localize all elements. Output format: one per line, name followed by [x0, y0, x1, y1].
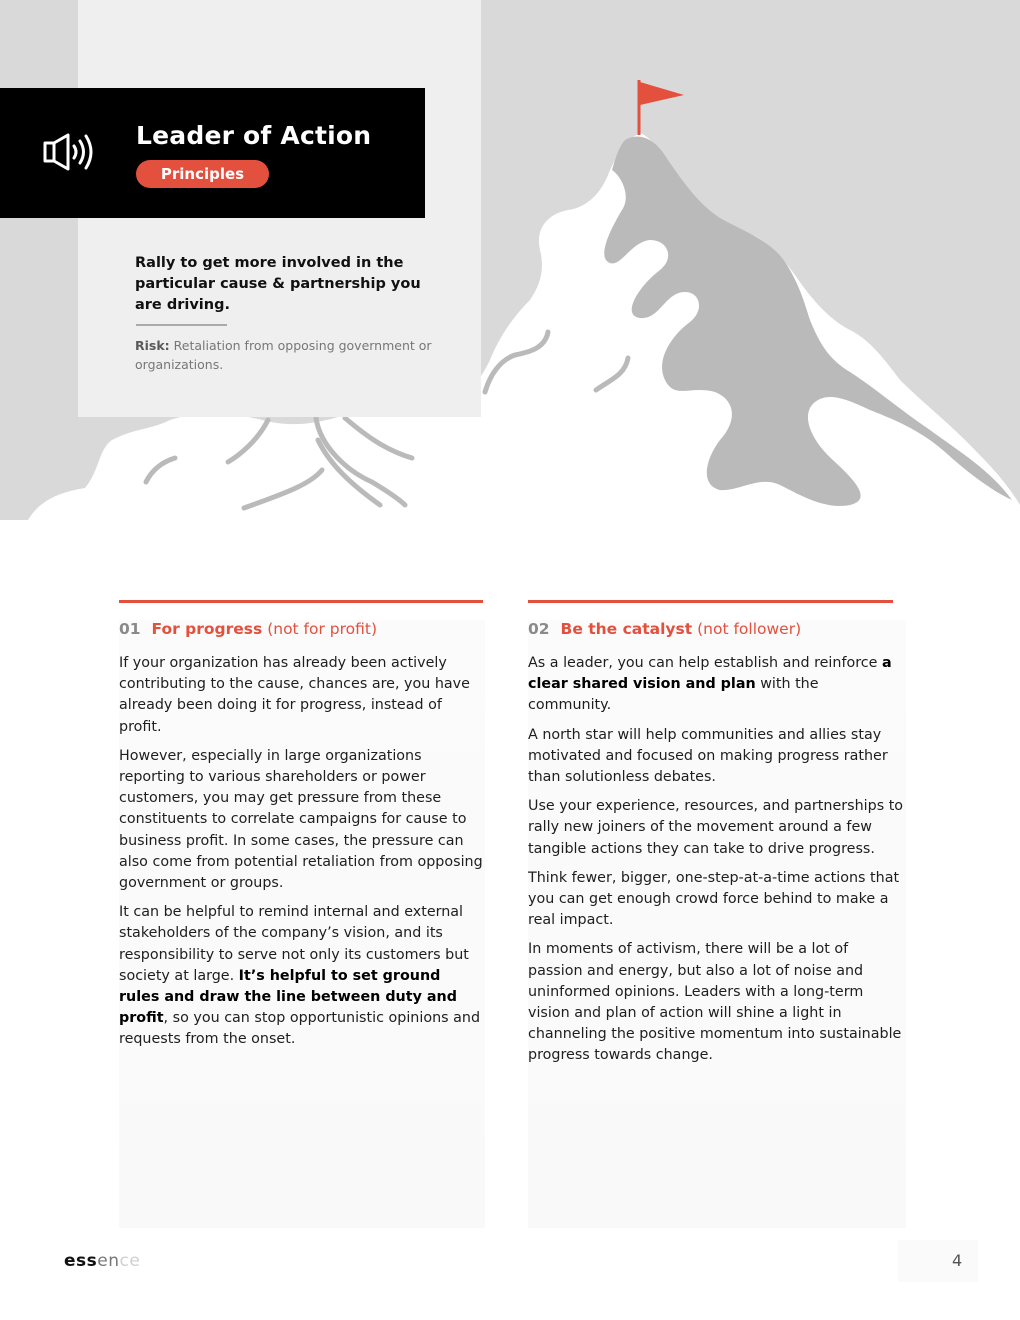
section-number: 02: [528, 620, 550, 638]
paragraph-emphasis: It’s helpful to set ground rules and draw the line between duty and profit: [119, 967, 457, 1027]
column-2-heading: [528, 620, 801, 638]
brand-logo: [64, 1251, 140, 1271]
hero-section: [0, 0, 1020, 525]
column-1-rule: [119, 600, 483, 603]
risk-note: [135, 336, 440, 374]
risk-label: Risk:: [135, 338, 170, 353]
brand-part: ess: [64, 1251, 98, 1271]
column-1-body: [119, 653, 485, 1059]
principles-badge: Principles: [136, 160, 269, 188]
paragraph: Use your experience, resources, and partnerships to rally new joiners of the movement around a few tangible actions they can take to drive progress.: [528, 798, 904, 857]
paragraph: In moments of activism, there will be a lot of passion and energy, but also a lot of noise and uninformed opinions. Leaders with a long-term vision and plan of action will shine a light in channeling the positive momentum into sustainable progress towards change.: [528, 941, 902, 1064]
section-number: 01: [119, 620, 141, 638]
brand-part: ce: [119, 1251, 141, 1271]
page-number-box: [898, 1240, 978, 1282]
section-title: For progress: [151, 620, 263, 638]
column-2-rule: [528, 600, 893, 603]
divider: [136, 324, 227, 326]
section-subtitle: (not follower): [697, 620, 802, 638]
paragraph-text: As a leader, you can help establish and reinforce: [528, 655, 883, 671]
paragraph: Think fewer, bigger, one-step-at-a-time actions that you can get enough crowd force behind to make a real impact.: [528, 869, 900, 929]
megaphone-icon: [40, 132, 100, 176]
page-number: 4: [952, 1251, 963, 1270]
paragraph: [119, 902, 485, 1050]
paragraph: A north star will help communities and allies stay motivated and focused on making progress rather than solutionless debates.: [528, 726, 888, 786]
tagline: Rally to get more involved in the particular cause & partnership you are driving.: [135, 255, 421, 313]
column-1-heading: [119, 620, 377, 638]
paragraph-text: with the community.: [528, 676, 819, 714]
page-title: Leader of Action: [136, 121, 372, 150]
paragraph: If your organization has already been actively contributing to the cause, chances are, you have already been doing it for progress, instead of profit.: [119, 655, 470, 735]
column-2-body: [528, 653, 906, 1075]
section-subtitle: (not for profit): [267, 620, 378, 638]
paragraph-emphasis: a clear shared vision and plan: [528, 655, 892, 693]
paragraph: However, especially in large organizations reporting to various shareholders or power customers, you may get pressure from these constituents to correlate campaigns for cause to business profit. In some cases, the pressure can also come from potential retaliation from opposing government or groups.: [119, 747, 483, 892]
section-title: Be the catalyst: [560, 620, 693, 638]
paragraph-text: , so you can stop opportunistic opinions and requests from the onset.: [119, 1010, 481, 1048]
brand-part: en: [97, 1251, 120, 1271]
paragraph-text: It can be helpful to remind internal and external stakeholders of the company’s vision, and its responsibility to serve not only its customers but society at large.: [119, 904, 469, 984]
risk-text: Retaliation from opposing government or organizations.: [135, 338, 432, 372]
paragraph: [528, 653, 906, 717]
